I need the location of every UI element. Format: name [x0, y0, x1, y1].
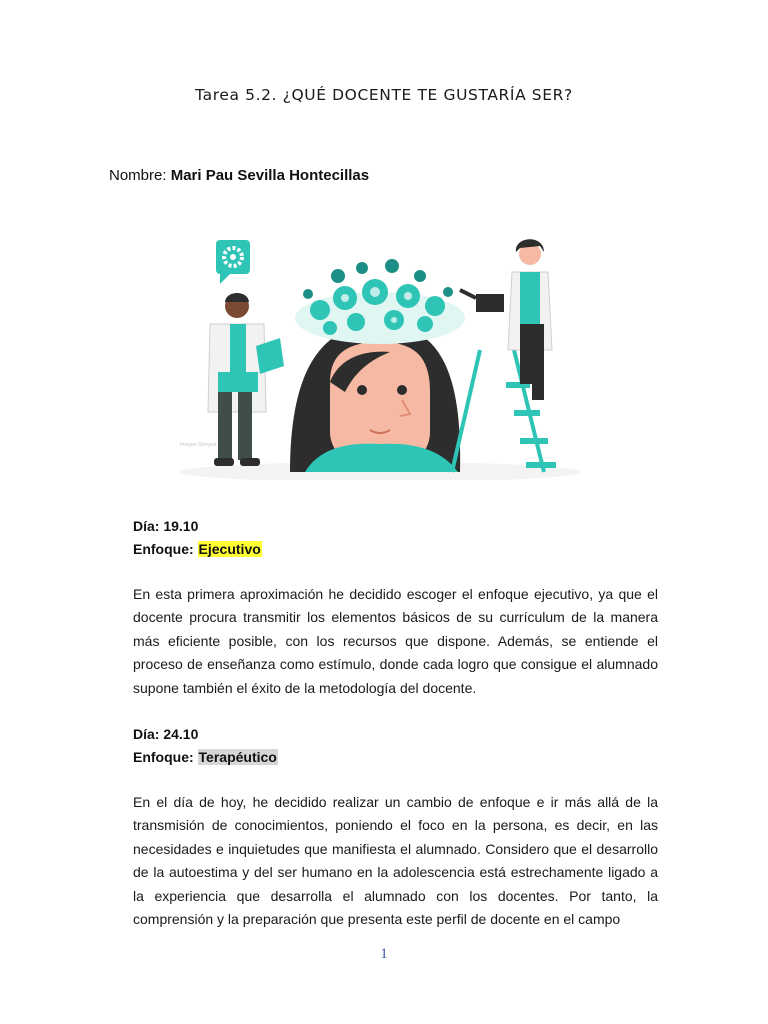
entry-2: [133, 723, 658, 931]
name-label: Nombre:: [109, 167, 167, 184]
entry-2-day-value: 24.10: [163, 726, 199, 742]
entry-1: [133, 515, 658, 700]
name-line: [109, 167, 369, 184]
entry-1-focus-value: Ejecutivo: [198, 541, 261, 557]
entry-1-text: En esta primera aproximación he decidido escoger el enfoque ejecutivo, ya que el docente procura transmitir los elementos básicos de su currículum de la manera más eficiente posible, con los recursos que dispone. Además, se entiende el proceso de enseñanza como estímulo, donde cada logro que consigue el alumnado supone también el éxito de la metodología del docente.: [133, 586, 658, 696]
page-number: 1: [380, 946, 388, 962]
document-title: Tarea 5.2. ¿QUÉ DOCENTE TE GUSTARÍA SER?: [195, 86, 573, 104]
entry-2-text: En el día de hoy, he decidido realizar un cambio de enfoque e ir más allá de la transmisión de conocimientos, poniendo el foco en la persona, es decir, en las necesidades e inquietudes que manifiesta el alumnado. Considero que el desarrollo de la autoestima y del ser humano en la adolescencia está estrechamente ligado a la experiencia que desarrolla el alumnado con los docentes. Por tanto, la comprensión y la preparación que presenta este perfil de docente en el campo: [133, 794, 658, 928]
entry-2-focus-value: Terapéutico: [198, 749, 277, 765]
entry-1-day: Día: 19.10: [133, 518, 199, 534]
entry-1-focus: Enfoque: Ejecutivo: [133, 541, 261, 557]
entry-2-focus: Enfoque: Terapéutico: [133, 749, 277, 765]
entry-2-day: Día: 24.10: [133, 726, 199, 742]
name-value: Mari Pau Sevilla Hontecillas: [170, 167, 370, 184]
teacher-illustration: [180, 232, 580, 480]
illustration-watermark: Imagen Storyset: [180, 442, 217, 448]
entry-1-day-value: 19.10: [163, 518, 199, 534]
